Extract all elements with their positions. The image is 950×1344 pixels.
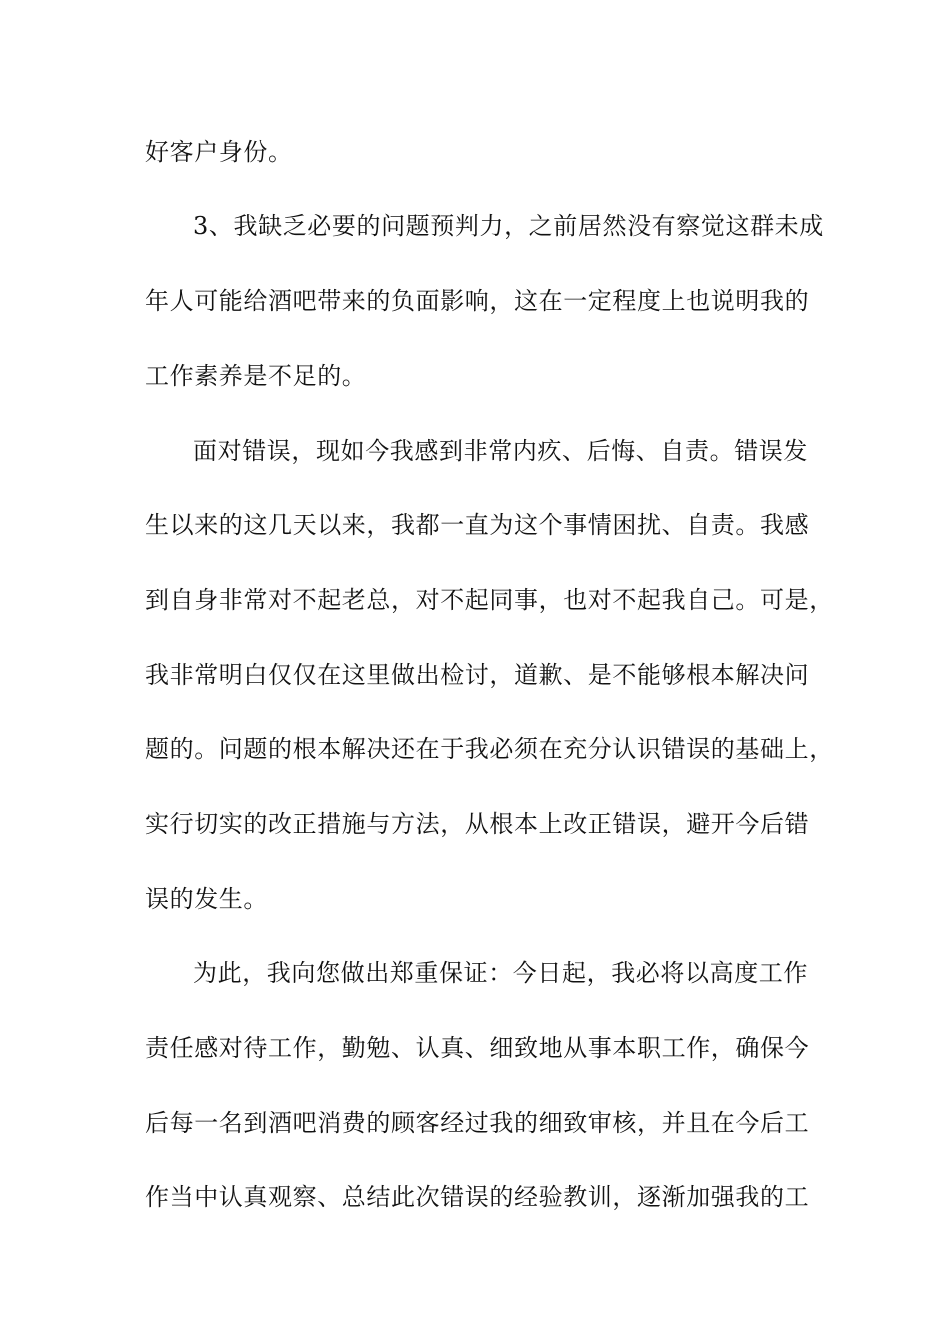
text-line: 到自身非常对不起老总，对不起同事，也对不起我自己。可是，: [145, 586, 834, 614]
text-line: 误的发生。: [145, 885, 268, 913]
text-line: 我非常明白仅仅在这里做出检讨，道歉、是不能够根本解决问: [145, 661, 810, 689]
text-line: 责任感对待工作，勤勉、认真、细致地从事本职工作，确保今: [145, 1034, 810, 1062]
text-line: 实行切实的改正措施与方法，从根本上改正错误，避开今后错: [145, 810, 810, 838]
text-line: 后每一名到酒吧消费的顾客经过我的细致审核，并且在今后工: [145, 1109, 810, 1137]
paragraph-start-line: 为此，我向您做出郑重保证：今日起，我必将以高度工作: [193, 959, 808, 987]
text-line: 作当中认真观察、总结此次错误的经验教训，逐渐加强我的工: [145, 1183, 810, 1211]
text-line: 好客户身份。: [145, 138, 293, 166]
text-line: 年人可能给酒吧带来的负面影响，这在一定程度上也说明我的: [145, 287, 810, 315]
paragraph-start-line: 3、我缺乏必要的问题预判力，之前居然没有察觉这群未成: [193, 212, 824, 240]
text-line: 工作素养是不足的。: [145, 362, 367, 390]
text-line: 题的。问题的根本解决还在于我必须在充分认识错误的基础上，: [145, 735, 834, 763]
text-line: 生以来的这几天以来，我都一直为这个事情困扰、自责。我感: [145, 511, 810, 539]
paragraph-start-line: 面对错误，现如今我感到非常内疚、后悔、自责。错误发: [193, 437, 808, 465]
